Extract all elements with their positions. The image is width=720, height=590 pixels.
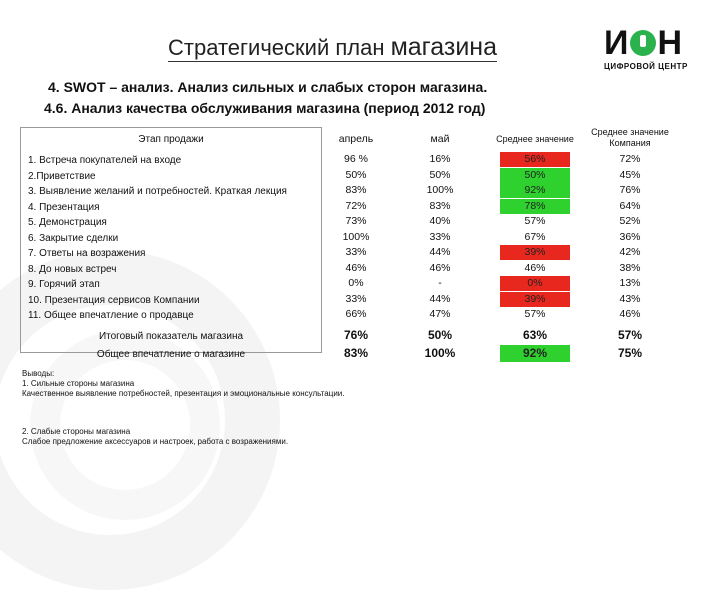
cell-average: 0% <box>500 276 570 291</box>
cell-average: 50% <box>500 168 570 183</box>
weaknesses-text: Слабое предложение аксессуаров и настроек, работа с возражениями. <box>22 437 289 446</box>
logo-subtitle: ЦИФРОВОЙ ЦЕНТР <box>604 62 688 71</box>
cell-may: 100% <box>426 184 454 196</box>
conclusions-title: Выводы: <box>22 369 55 378</box>
cell-company-average: 46% <box>619 308 641 320</box>
cell-april: 50% <box>345 168 367 181</box>
cell-april: 100% <box>342 230 370 243</box>
cell-company-average: 42% <box>619 246 641 258</box>
cell-may: 16% <box>429 153 451 165</box>
logo-letter-right: Н <box>657 24 683 62</box>
brand-logo <box>604 26 704 71</box>
cell-company-average: 52% <box>619 215 641 227</box>
table-row-label: 7. Ответы на возражения <box>28 248 146 259</box>
column-header-stage: Этап продажи <box>138 134 204 145</box>
cell-company-average: 76% <box>619 184 641 196</box>
cell-company-average: 45% <box>619 168 641 181</box>
cell-april: 66% <box>345 308 367 320</box>
table-row-label: 2.Приветствие <box>28 170 96 182</box>
cell-april: 0% <box>348 277 364 289</box>
title-part-2: магазина <box>390 33 498 61</box>
table-row-label: 3. Выявление желаний и потребностей. Краткая лекция <box>28 186 287 197</box>
logo-wordmark <box>604 26 704 60</box>
table-row-label: 6. Закрытие сделки <box>28 232 119 244</box>
total-may: 100% <box>424 345 456 360</box>
total-average: 92% <box>500 345 570 362</box>
table-row-label: 8. До новых встреч <box>28 263 117 275</box>
cell-april: 73% <box>345 215 367 227</box>
conclusions <box>22 369 344 447</box>
cell-company-average: 72% <box>619 153 641 165</box>
cell-may: 46% <box>429 261 451 274</box>
total-company-average: 75% <box>617 345 643 360</box>
weaknesses-title: 2. Слабые стороны магазина <box>22 427 131 436</box>
cell-may: 47% <box>429 308 451 320</box>
power-icon <box>630 30 656 56</box>
cell-may: 44% <box>429 292 451 305</box>
logo-letter-left: И <box>604 24 630 62</box>
cell-company-average: 36% <box>619 230 641 243</box>
cell-average: 39% <box>500 245 570 260</box>
cell-company-average: 38% <box>619 261 641 274</box>
column-header-average: Среднее значение <box>496 134 574 144</box>
strengths-text: Качественное выявление потребностей, презентация и эмоциональные консультации. <box>22 389 345 398</box>
table-row-label: 5. Демонстрация <box>28 217 107 228</box>
total-april: 83% <box>343 345 369 360</box>
cell-may: 50% <box>429 168 451 181</box>
cell-average: 39% <box>500 292 570 307</box>
table-row-label: 9. Горячий этап <box>28 279 100 290</box>
cell-april: 72% <box>345 199 367 212</box>
table-row-label: 4. Презентация <box>28 201 100 213</box>
table-row-label: 11. Общее впечатление о продавце <box>28 310 194 321</box>
service-quality-table <box>20 127 680 360</box>
total-may: 50% <box>427 327 453 342</box>
cell-april: 33% <box>345 292 367 305</box>
cell-april: 83% <box>345 184 367 196</box>
strengths-title: 1. Сильные стороны магазина <box>22 379 135 388</box>
title-part-1: Стратегический план <box>168 35 391 60</box>
section-heading: 4. SWOT – анализ. Анализ сильных и слабых сторон магазина. <box>48 79 488 95</box>
cell-may: 44% <box>429 246 451 258</box>
total-april: 76% <box>343 327 369 342</box>
cell-april: 96 % <box>344 153 368 165</box>
cell-may: - <box>438 277 442 289</box>
totals-row-label: Общее впечатление о магазине <box>96 348 246 360</box>
spacer <box>22 399 344 427</box>
cell-april: 46% <box>345 261 367 274</box>
cell-average: 57% <box>524 308 546 320</box>
cell-company-average: 64% <box>619 199 641 212</box>
cell-average: 67% <box>524 230 546 243</box>
cell-company-average: 13% <box>619 277 641 289</box>
column-header-company-average: Среднее значение Компания <box>591 127 669 148</box>
column-header-may: май <box>430 133 450 145</box>
cell-average: 56% <box>500 152 570 167</box>
subsection-heading: 4.6. Анализ качества обслуживания магазина (период 2012 год) <box>44 100 486 116</box>
cell-may: 83% <box>429 199 451 212</box>
table-row-label: 1. Встреча покупателей на входе <box>28 155 182 166</box>
totals-row-label: Итоговый показатель магазина <box>98 330 244 342</box>
cell-average: 57% <box>524 215 546 227</box>
cell-april: 33% <box>345 246 367 258</box>
total-company-average: 57% <box>617 327 643 342</box>
cell-average: 78% <box>500 199 570 214</box>
cell-average: 92% <box>500 183 570 198</box>
table-row-label: 10. Презентация сервисов Компании <box>28 294 200 306</box>
total-average: 63% <box>522 327 548 342</box>
column-header-april: апрель <box>338 133 374 145</box>
cell-average: 46% <box>524 261 546 274</box>
page-title <box>168 34 497 62</box>
cell-may: 40% <box>429 215 451 227</box>
cell-may: 33% <box>429 230 451 243</box>
cell-company-average: 43% <box>619 292 641 305</box>
